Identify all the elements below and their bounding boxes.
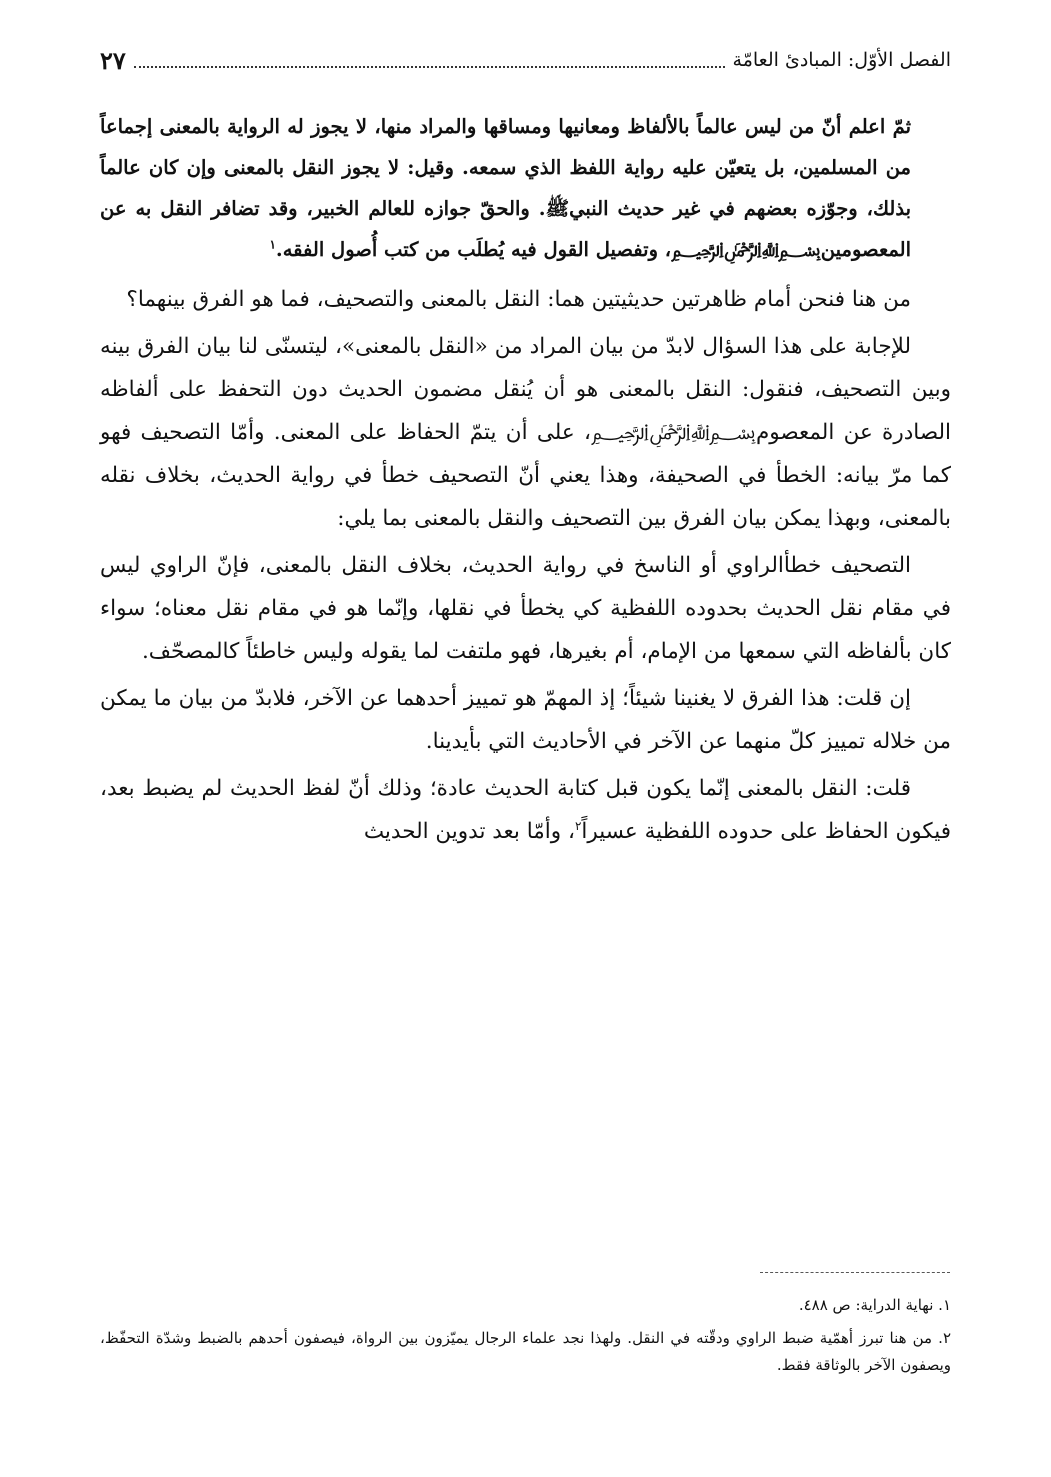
footnote-1: ١. نهاية الدراية: ص ٤٨٨.: [798, 1296, 951, 1314]
running-header: [100, 40, 951, 80]
footnote-ref-2[interactable]: ٢: [574, 818, 582, 833]
paragraph-2: للإجابة على هذا السؤال لابدّ من بيان المراد من «النقل بالمعنى»، ليتسنّى لنا بيان الفرق بينه وبين التصحيف، فنقول: النقل بالمعنى هو أن يُنقل مضمون الحديث دون التحفظ على ألفاظه الصادرة عن المعصوم﷽، على أن يتمّ الحفاظ على المعنى. وأمّا التصحيف فهو كما مرّ بيانه: الخطأ في الصحيفة، وهذا يعني أنّ التصحيف خطأ في رواية الحديث، بخلاف نقله بالمعنى، وبهذا يمكن بيان الفرق بين التصحيف والنقل بالمعنى بما يلي:: [100, 334, 951, 531]
footnotes: [100, 1292, 951, 1385]
footnote-separator: [760, 1272, 950, 1273]
paragraph-5-text-b: ، وأمّا بعد تدوين الحديث: [363, 819, 575, 844]
paragraph-5-text-a: قلت: النقل بالمعنى إنّما يكون قبل كتابة الحديث عادة؛ وذلك أنّ لفظ الحديث لم يضبط بعد، فيكون الحفاظ على حدوده اللفظية عسيراً: [100, 776, 951, 844]
paragraph-5: [100, 767, 951, 853]
paragraph-1: من هنا فنحن أمام ظاهرتين حديثيتين هما: النقل بالمعنى والتصحيف، فما هو الفرق بينهما؟: [126, 287, 911, 312]
dot-leader: [134, 66, 725, 68]
paragraph-3: التصحيف خطأالراوي أو الناسخ في رواية الحديث، بخلاف النقل بالمعنى، فإنّ الراوي ليس في مقام نقل الحديث بحدوده اللفظية كي يخطأ في نقلها، وإنّما هو في مقام نقل معناه؛ سواء كان بألفاظه التي سمعها من الإمام، أم بغيرها، فهو ملتفت لما يقوله وليس خاطئاً كالمصحّف.: [100, 553, 951, 664]
block-quote: [100, 106, 951, 270]
footnote-2: ٢. من هنا تبرز أهمّية ضبط الراوي ودقّته في النقل. ولهذا نجد علماء الرجال يميّزون بين الرواة، فيصفون أحدهم بالضبط وشدّة التحفّظ، ويصفون الآخر بالوثاقة فقط.: [100, 1329, 951, 1374]
footnote-ref-1[interactable]: ١: [269, 237, 276, 252]
paragraph-4: إن قلت: هذا الفرق لا يغنينا شيئاً؛ إذ المهمّ هو تمييز أحدهما عن الآخر، فلابدّ من بيان ما يمكن من خلاله تمييز كلّ منهما عن الآخر في الأحاديث التي بأيدينا.: [100, 686, 951, 754]
quote-text: ثمّ اعلم أنّ من ليس عالماً بالألفاظ ومعانيها ومساقها والمراد منها، لا يجوز له الرواية بالمعنى إجماعاً من المسلمين، بل يتعيّن عليه رواية اللفظ الذي سمعه. وقيل: لا يجوز النقل بالمعنى وإن كان عالماً بذلك، وجوّزه بعضهم في غير حديث النبيﷺ. والحقّ جوازه للعالم الخبير، وقد تضافر النقل به عن المعصومين﷽، وتفصيل القول فيه يُطلَب من كتب أُصول الفقه.: [100, 115, 911, 261]
page-number: ٢٧: [100, 45, 126, 75]
chapter-title: الفصل الأوّل: المبادئ العامّة: [732, 49, 951, 71]
main-text: [100, 106, 951, 857]
